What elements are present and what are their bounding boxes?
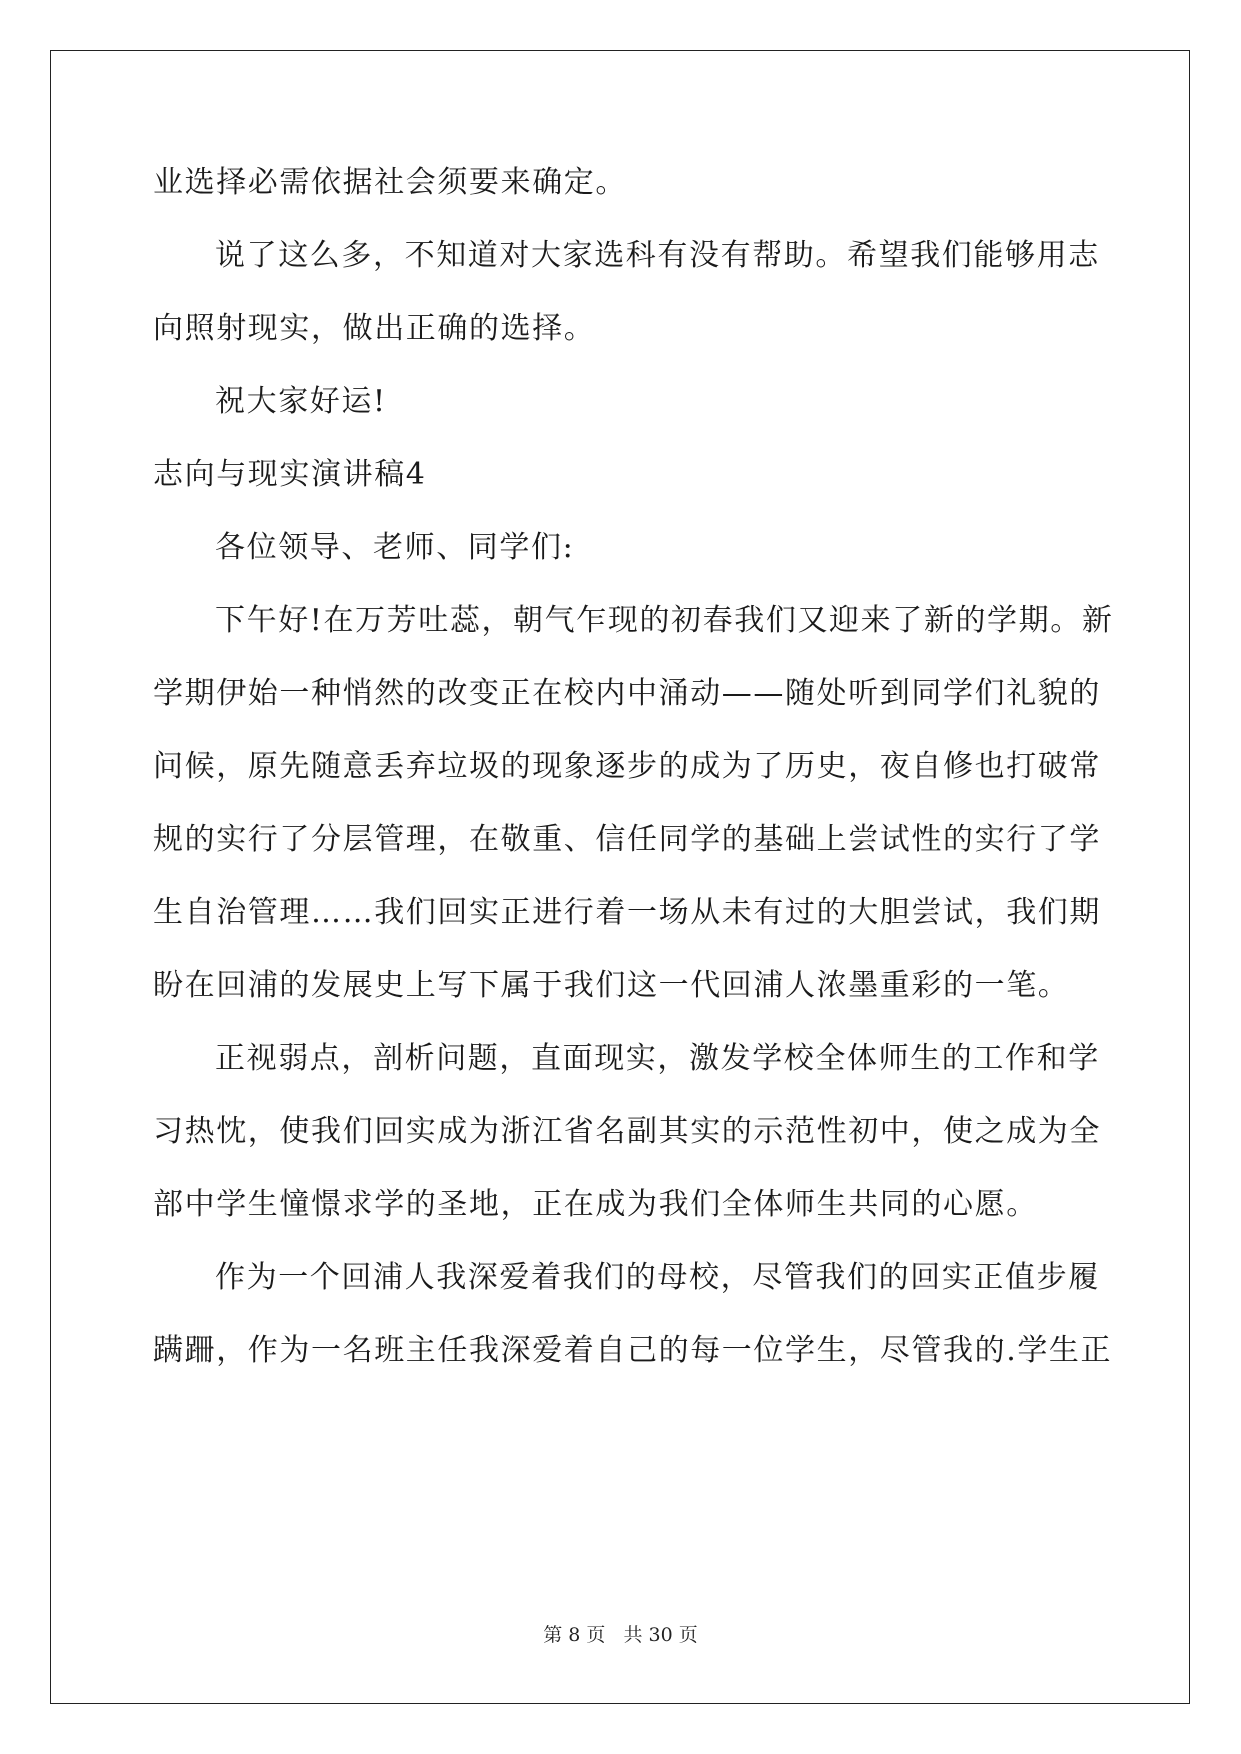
text-line: 生自治管理……我们回实正进行着一场从未有过的大胆尝试，我们期 (153, 895, 1101, 930)
page-border (50, 50, 1190, 1704)
salutation: 各位领导、老师、同学们: (215, 530, 575, 565)
text-line: 下午好!在万芳吐蕊，朝气乍现的初春我们又迎来了新的学期。新 (215, 603, 1114, 638)
text-line: 向照射现实，做出正确的选择。 (153, 311, 596, 346)
text-line: 蹒跚，作为一名班主任我深爱着自己的每一位学生，尽管我的.学生正 (153, 1333, 1113, 1368)
text-line: 问候，原先随意丢弃垃圾的现象逐步的成为了历史，夜自修也打破常 (153, 749, 1101, 784)
text-line: 学期伊始一种悄然的改变正在校内中涌动——随处听到同学们礼貌的 (153, 676, 1101, 711)
text-line: 作为一个回浦人我深爱着我们的母校，尽管我们的回实正值步履 (215, 1260, 1100, 1295)
text-line: 习热忱，使我们回实成为浙江省名副其实的示范性初中，使之成为全 (153, 1114, 1101, 1149)
page-total: 共 30 页 (623, 1624, 698, 1646)
page-footer (0, 1620, 1241, 1647)
section-heading: 志向与现实演讲稿4 (153, 457, 427, 492)
page-number: 第 8 页 (543, 1624, 606, 1646)
text-line: 祝大家好运! (215, 384, 387, 419)
text-line: 业选择必需依据社会须要来确定。 (153, 165, 627, 200)
text-line: 说了这么多，不知道对大家选科有没有帮助。希望我们能够用志 (215, 238, 1100, 273)
text-line: 规的实行了分层管理，在敬重、信任同学的基础上尝试性的实行了学 (153, 822, 1101, 857)
text-line: 部中学生憧憬求学的圣地，正在成为我们全体师生共同的心愿。 (153, 1187, 1038, 1222)
text-line: 盼在回浦的发展史上写下属于我们这一代回浦人浓墨重彩的一笔。 (153, 968, 1070, 1003)
text-line: 正视弱点，剖析问题，直面现实，激发学校全体师生的工作和学 (215, 1041, 1100, 1076)
